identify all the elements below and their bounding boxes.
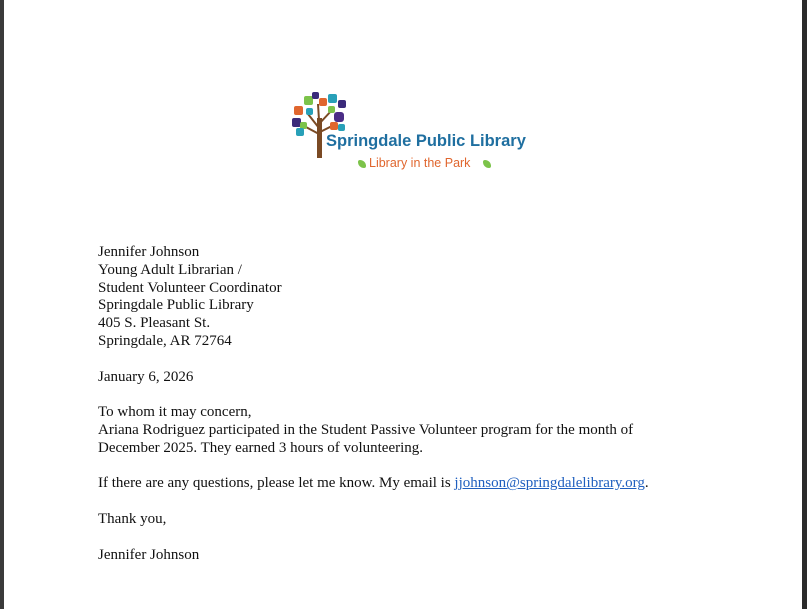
leaf-left-icon: [358, 160, 366, 168]
sender-name: Jennifer Johnson: [98, 244, 200, 260]
library-logo: [288, 88, 538, 178]
sender-organization: Springdale Public Library: [98, 297, 254, 314]
window-edge: [802, 0, 807, 609]
sender-title-line1: Young Adult Librarian /: [98, 261, 242, 278]
questions-paragraph: [98, 475, 718, 493]
letter-date: January 6, 2026: [98, 368, 194, 385]
logo-subtitle: Library in the Park: [369, 156, 471, 170]
closing: Thank you,: [98, 510, 167, 527]
salutation: To whom it may concern,: [98, 404, 252, 421]
sender-city-state-zip: Springdale, AR 72764: [98, 332, 232, 349]
signature: Jennifer Johnson: [98, 546, 200, 563]
email-link[interactable]: jjohnson@springdalelibrary.org: [454, 475, 645, 492]
body-line-2: December 2025. They earned 3 hours of volunteering.: [98, 439, 424, 456]
body-line-1: Ariana Rodriguez participated in the Student Passive Volunteer program for the month of: [98, 421, 634, 438]
sender-street: 405 S. Pleasant St.: [98, 315, 211, 332]
sender-title-line2: Student Volunteer Coordinator: [98, 279, 282, 296]
letter-body: [98, 244, 718, 564]
questions-suffix: .: [644, 475, 649, 492]
logo-title: Springdale Public Library: [326, 132, 526, 150]
leaf-right-icon: [483, 160, 491, 168]
document-page: [4, 0, 802, 609]
questions-text: If there are any questions, please let me know. My email is: [98, 475, 455, 492]
